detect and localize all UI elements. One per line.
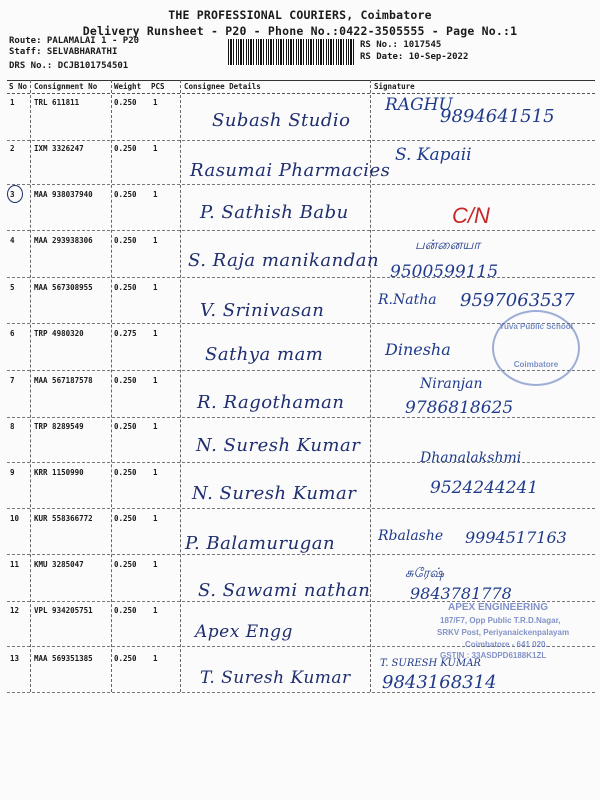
row-signature-note: 9597063537 — [460, 290, 575, 311]
rs-number: RS No.: 1017545 — [360, 40, 442, 50]
row-sno: 9 — [10, 468, 15, 477]
row-weight: 0.250 — [114, 144, 137, 153]
header-divider — [7, 93, 595, 94]
row-pcs: 1 — [153, 376, 158, 385]
rs-date: RS Date: 10-Sep-2022 — [360, 52, 469, 62]
row-signature-note: C/N — [452, 203, 490, 228]
row-sno: 2 — [10, 144, 15, 153]
row-weight: 0.250 — [114, 283, 137, 292]
runsheet-subtitle: Delivery Runsheet - P20 - Phone No.:0422-3505555 - Page No.:1 — [82, 24, 518, 38]
row-consignee: N. Suresh Kumar — [196, 435, 361, 456]
row-signature: Niranjan — [420, 376, 483, 392]
row-pcs: 1 — [153, 468, 158, 477]
row-sno: 10 — [10, 514, 20, 523]
row-consignee: Sathya mam — [205, 344, 324, 365]
row-sno: 6 — [10, 329, 15, 338]
row-consignment: IXM 3326247 — [34, 144, 84, 153]
row-signature-note: 9786818625 — [405, 398, 514, 418]
row-sno: 4 — [10, 236, 15, 245]
staff-label: Staff: SELVABHARATHI — [9, 47, 118, 57]
drs-number: DRS No.: DCJB101754501 — [9, 61, 129, 71]
row-consignment: KMU 3285047 — [34, 560, 84, 569]
stamp-gstin: GSTIN : 33ASDPD6188K1ZL — [440, 651, 547, 660]
row-signature: S. Kapaii — [395, 145, 472, 165]
row-consignment: KUR 558366772 — [34, 514, 93, 523]
row-consignment: MAA 567308955 — [34, 283, 93, 292]
row-weight: 0.250 — [114, 560, 137, 569]
col-header-signature: Signature — [374, 82, 415, 91]
col-header-consignee: Consignee Details — [184, 82, 261, 91]
row-consignee: T. Suresh Kumar — [200, 668, 351, 688]
row-signature-note: 9843168314 — [382, 672, 497, 693]
col-header-weight: Weight — [114, 82, 142, 91]
row-weight: 0.250 — [114, 606, 137, 615]
col-header-pcs: PCS — [151, 82, 165, 91]
row-sno: 12 — [10, 606, 20, 615]
table-bottom-border — [7, 692, 595, 693]
row-consignee: P. Balamurugan — [185, 533, 336, 554]
row-signature-note: 9500599115 — [390, 262, 499, 282]
row-consignee: Rasumai Pharmacies — [190, 160, 391, 181]
stamp-address-line: SRKV Post, Periyanaickenpalayam — [437, 628, 570, 637]
row-signature: Dinesha — [385, 340, 451, 359]
row-weight: 0.250 — [114, 236, 137, 245]
row-signature: சுரேஷ் — [405, 566, 444, 581]
row-consignment: MAA 569351385 — [34, 654, 93, 663]
col-header-consignment: Consignment No — [34, 82, 98, 91]
school-stamp-bottom: Coimbatore — [513, 360, 559, 369]
stamp-address-line: Coimbatore - 641 020. — [465, 640, 548, 649]
row-sno: 13 — [10, 654, 20, 663]
row-divider — [7, 554, 595, 555]
row-consignment: KRR 1150990 — [34, 468, 84, 477]
row-signature-note: 9994517163 — [465, 528, 567, 547]
row-sno: 7 — [10, 376, 15, 385]
row-signature: R.Natha — [378, 292, 437, 308]
row-divider — [7, 508, 595, 509]
row-pcs: 1 — [153, 283, 158, 292]
company-title: THE PROFESSIONAL COURIERS, Coimbatore — [168, 8, 432, 22]
row-consignee: Apex Engg — [195, 622, 293, 642]
row-consignment: MAA 567187578 — [34, 376, 93, 385]
row-signature-note: 9894641515 — [440, 106, 555, 127]
row-consignee: S. Raja manikandan — [188, 250, 380, 271]
route-label: Route: PALAMALAI 1 - P20 — [9, 36, 140, 46]
row-weight: 0.250 — [114, 654, 137, 663]
row-signature: பன்னையா — [415, 238, 481, 253]
stamp-address-line: 187/F7, Opp Public T.R.D.Nagar, — [440, 616, 561, 625]
row-consignment: TRP 4980320 — [34, 329, 84, 338]
row-weight: 0.250 — [114, 376, 137, 385]
row-signature: T. SURESH KUMAR — [380, 658, 481, 669]
row-consignment: MAA 938037940 — [34, 190, 93, 199]
row-signature-note: 9524244241 — [430, 478, 539, 498]
row-consignee: P. Sathish Babu — [200, 202, 349, 223]
row-weight: 0.250 — [114, 190, 137, 199]
row-consignment: TRP 8289549 — [34, 422, 84, 431]
row-pcs: 1 — [153, 606, 158, 615]
row-sno: 8 — [10, 422, 15, 431]
row-divider — [7, 277, 595, 278]
row-weight: 0.250 — [114, 98, 137, 107]
row-consignee: V. Srinivasan — [200, 300, 325, 321]
row-pcs: 1 — [153, 654, 158, 663]
row-signature: Dhanalakshmi — [420, 450, 522, 466]
row-weight: 0.250 — [114, 514, 137, 523]
row-sno: 5 — [10, 283, 15, 292]
barcode-icon — [228, 39, 354, 65]
row-consignee: S. Sawami nathan — [198, 580, 371, 601]
row-consignment: TRL 611811 — [34, 98, 80, 107]
school-stamp-top: Yuva Public School — [499, 322, 573, 331]
row-divider — [7, 184, 595, 185]
row-pcs: 1 — [153, 560, 158, 569]
row-consignee: R. Ragothaman — [197, 392, 345, 413]
stamp-company-name: APEX ENGINEERING — [448, 602, 549, 613]
row-divider — [7, 140, 595, 141]
row-sno: 1 — [10, 98, 15, 107]
row-weight: 0.275 — [114, 329, 137, 338]
row-pcs: 1 — [153, 422, 158, 431]
row-pcs: 1 — [153, 144, 158, 153]
row-sno: 3 — [10, 190, 15, 199]
row-consignment: VPL 934205751 — [34, 606, 93, 615]
school-stamp — [492, 310, 580, 386]
row-signature: RAGHU — [385, 95, 453, 115]
row-consignee: N. Suresh Kumar — [192, 483, 357, 504]
row-pcs: 1 — [153, 514, 158, 523]
row-signature-note: 9843781778 — [410, 584, 512, 603]
table-top-border — [7, 80, 595, 81]
row-sno: 11 — [10, 560, 20, 569]
row-pcs: 1 — [153, 329, 158, 338]
row-weight: 0.250 — [114, 468, 137, 477]
row-pcs: 1 — [153, 236, 158, 245]
col-header-sno: S No — [9, 82, 28, 91]
row-consignment: MAA 293938306 — [34, 236, 93, 245]
row-weight: 0.250 — [114, 422, 137, 431]
row-divider — [7, 230, 595, 231]
row-signature: Rbalashe — [378, 528, 444, 544]
row-consignee: Subash Studio — [212, 110, 351, 131]
row-pcs: 1 — [153, 190, 158, 199]
row-pcs: 1 — [153, 98, 158, 107]
